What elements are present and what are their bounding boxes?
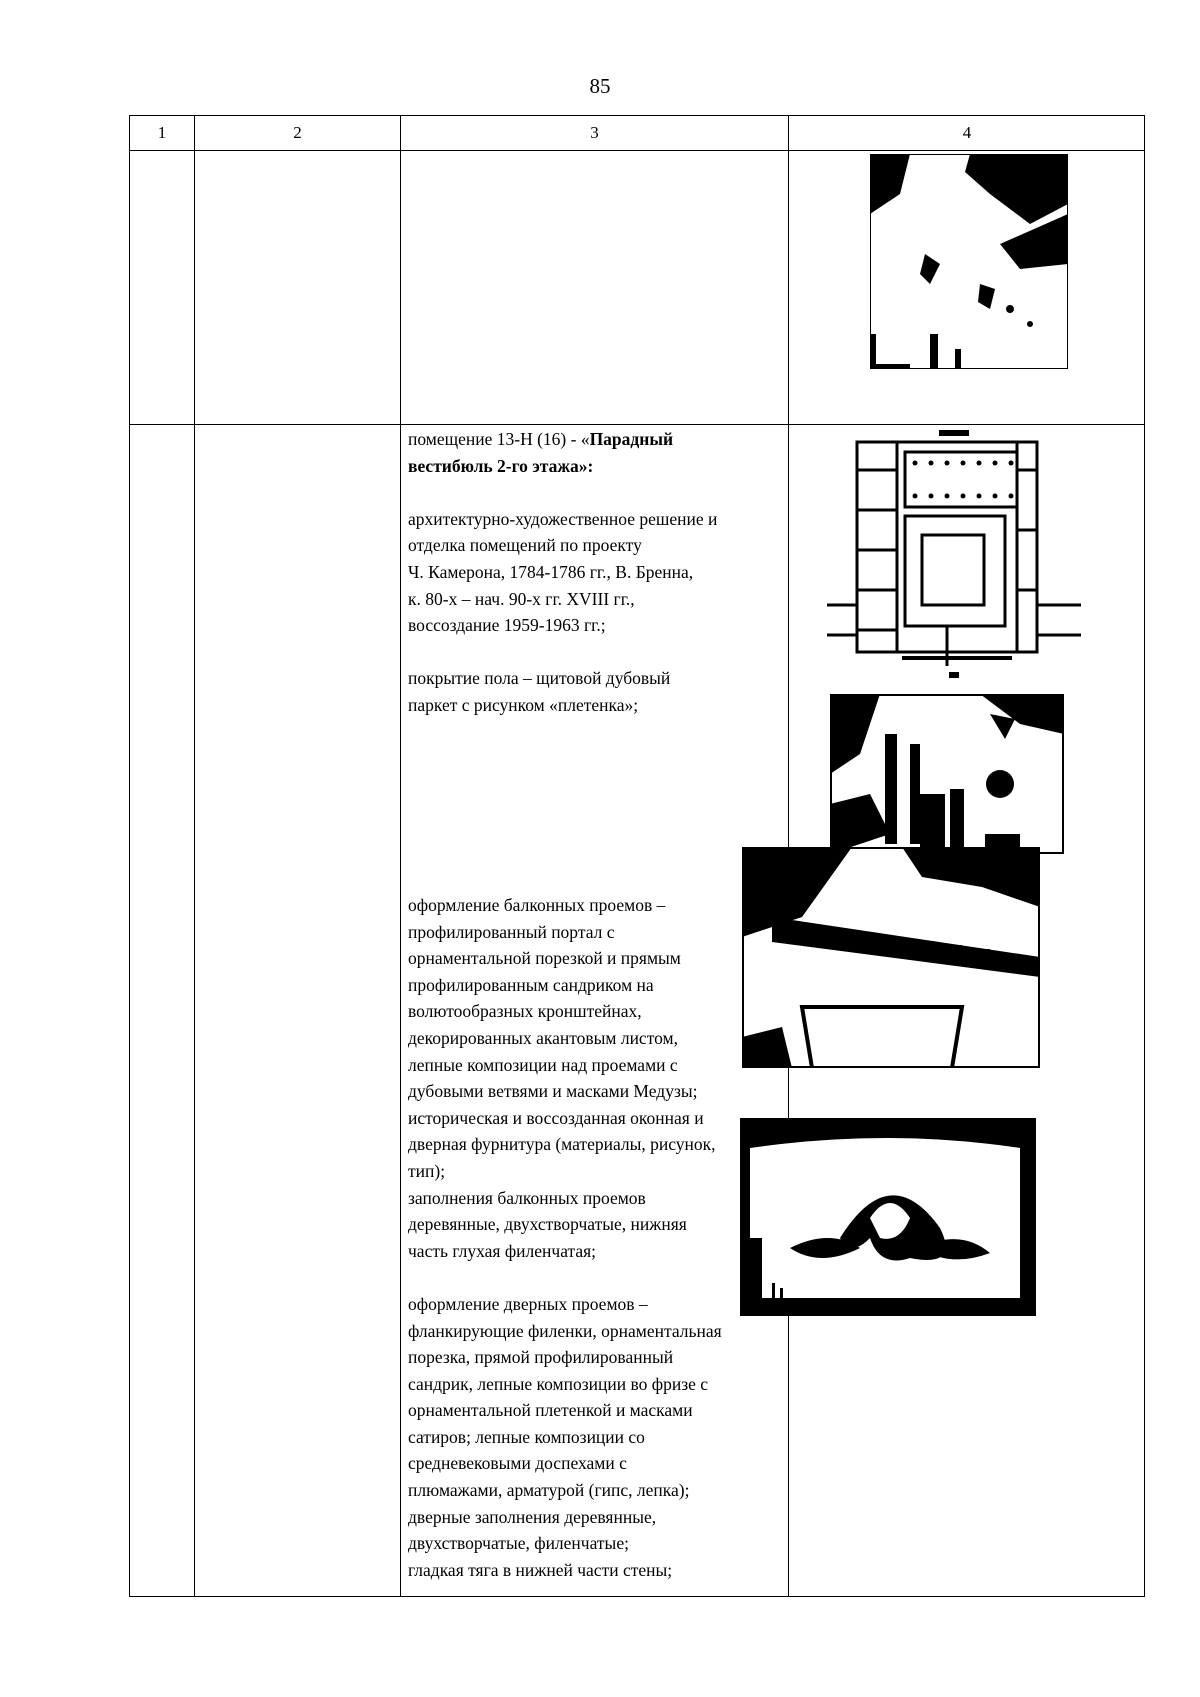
text-line: деревянные, двухстворчатые, нижняя [408, 1214, 687, 1235]
page-number: 85 [589, 74, 611, 98]
text-line: фланкирующие филенки, орнаментальная [408, 1320, 722, 1341]
column-header-1: 1 [157, 123, 167, 142]
mask-relief-photo [740, 1118, 1036, 1316]
room-title [408, 426, 778, 453]
floor-plan-image [827, 430, 1081, 680]
text-line: лепные композиции над проемами с [408, 1054, 678, 1075]
text-line: двухстворчатые, филенчатые; [408, 1533, 629, 1554]
room-title-bold: Парадный [589, 429, 674, 449]
column-divider [194, 116, 195, 1596]
interior-photo-fragment [870, 154, 1068, 369]
text-line: отделка помещений по проекту [408, 535, 642, 556]
text-line: историческая и воссозданная оконная и [408, 1107, 704, 1128]
text-line: сатиров; лепные композиции со [408, 1426, 645, 1447]
text-line: архитектурно-художественное решение и [408, 508, 718, 529]
text-line: сандрик, лепные композиции во фризе с [408, 1373, 709, 1394]
text-line: часть глухая филенчатая; [408, 1240, 597, 1261]
text-line: орнаментальной порезкой и прямым [408, 948, 681, 969]
text-line: дверные заполнения деревянные, [408, 1506, 657, 1527]
column-header-3: 3 [590, 123, 599, 142]
text-line: декорированных акантовым листом, [408, 1027, 678, 1048]
text-line: оформление дверных проемов – [408, 1293, 648, 1314]
text-line: покрытие пола – щитовой дубовый [408, 668, 671, 689]
column-header-2: 2 [293, 123, 302, 142]
paragraph-architecture [408, 506, 778, 639]
text-line: волютообразных кронштейнах, [408, 1001, 642, 1022]
room-title-bold-line2: вестибюль 2-го этажа»: [408, 455, 594, 476]
column-header-4: 4 [962, 123, 972, 142]
text-line: профилированным сандриком на [408, 974, 654, 995]
text-line: дверная фурнитура (материалы, рисунок, [408, 1134, 716, 1155]
header-divider [130, 150, 1144, 151]
text-line: профилированный портал с [408, 921, 615, 942]
row-divider [130, 424, 1144, 425]
text-line: к. 80-х – нач. 90-х гг. XVIII гг., [408, 588, 635, 609]
paragraph-floor [408, 665, 778, 718]
text-line: порезка, прямой профилированный [408, 1347, 674, 1368]
text-line: воссоздание 1959-1963 гг.; [408, 615, 606, 636]
column-divider [400, 116, 401, 1596]
text-line: дубовыми ветвями и масками Медузы; [408, 1081, 698, 1102]
text-line: тип); [408, 1160, 446, 1181]
text-line: заполнения балконных проемов [408, 1187, 646, 1208]
text-line: плюмажами, арматурой (гипс, лепка); [408, 1480, 690, 1501]
balcony-portal-photo [742, 847, 1040, 1068]
room-description [408, 426, 778, 719]
text-line: паркет с рисунком «плетенка»; [408, 694, 639, 715]
balcony-description [408, 892, 778, 1583]
text-line: оформление балконных проемов – [408, 895, 666, 915]
vestibule-interior-photo [830, 694, 1064, 854]
room-title-prefix: помещение 13-Н (16) - « [408, 429, 590, 449]
text-line: гладкая тяга в нижней части стены; [408, 1559, 673, 1580]
text-line: Ч. Камерона, 1784-1786 гг., В. Бренна, [408, 561, 694, 582]
text-line: средневековыми доспехами с [408, 1453, 627, 1474]
attributes-table [129, 115, 1145, 1597]
text-line: орнаментальной плетенкой и масками [408, 1400, 693, 1421]
